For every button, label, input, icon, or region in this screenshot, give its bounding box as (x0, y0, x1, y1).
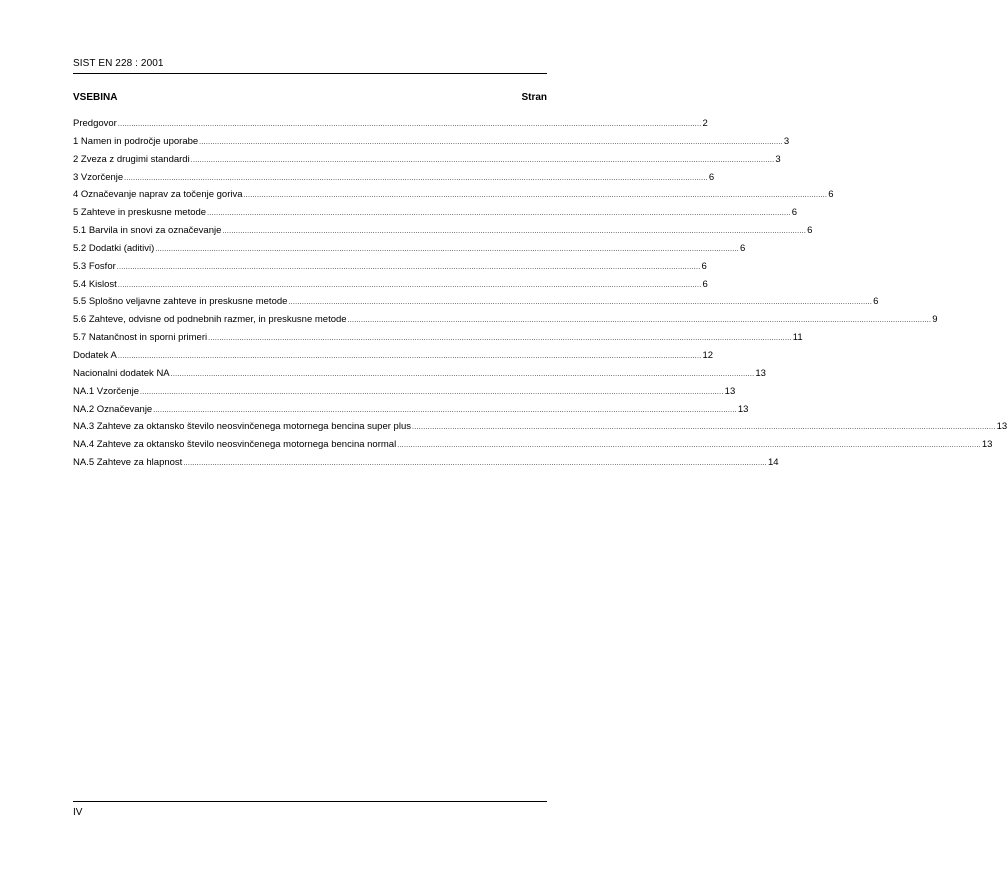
toc-entry-page: 13 (996, 421, 1007, 433)
dot-leader: .................................................................................................................................................................................................................................................................... (155, 245, 739, 253)
toc-entry[interactable] (73, 457, 779, 475)
toc-entry-page: 6 (873, 296, 879, 308)
toc-entry-page: 9 (932, 314, 938, 326)
dot-leader: .................................................................................................................................................................................................................................................................... (411, 424, 996, 432)
toc-entry[interactable] (73, 314, 938, 332)
toc-entry-page: 13 (724, 385, 736, 397)
page-number: IV (73, 807, 83, 818)
toc-entry-page: 14 (767, 457, 779, 469)
toc-entry-page: 6 (739, 242, 746, 254)
toc-entry[interactable] (73, 367, 766, 386)
toc-entry-page: 6 (791, 207, 798, 219)
toc-entry-title: NA.2 Označevanje (73, 403, 153, 415)
toc-entry-title: 5.6 Zahteve, odvisne od podnebnih razmer, in preskusne metode (73, 314, 347, 326)
toc-entry[interactable] (73, 332, 803, 350)
toc-entry[interactable] (73, 421, 1007, 439)
footer-divider (73, 801, 547, 802)
toc-entry[interactable] (73, 225, 813, 243)
toc-entry[interactable] (73, 242, 746, 261)
toc-entry-title: 1 Namen in področje uporabe (73, 135, 199, 147)
toc-entry-title: 5 Zahteve in preskusne metode (73, 207, 207, 219)
toc-entry-page: 2 (702, 118, 708, 129)
toc-entry[interactable] (73, 260, 707, 279)
dot-leader: .................................................................................................................................................................................................................................................................... (347, 317, 932, 325)
toc-entry-page: 6 (702, 278, 708, 290)
toc-entry-title: 5.3 Fosfor (73, 260, 116, 272)
toc-entry[interactable] (73, 349, 714, 368)
dot-leader: .................................................................................................................................................................................................................................................................... (288, 299, 873, 307)
toc-entry[interactable] (73, 439, 993, 457)
toc-entry-page: 11 (792, 332, 803, 344)
toc-list (73, 118, 1007, 475)
dot-leader: .................................................................................................................................................................................................................................................................... (153, 406, 737, 414)
toc-entry[interactable] (73, 135, 790, 154)
toc-entry-title: 5.4 Kislost (73, 278, 117, 290)
header-divider (73, 73, 547, 74)
dot-leader: .................................................................................................................................................................................................................................................................... (116, 263, 701, 271)
toc-title: VSEBINA (73, 92, 118, 103)
dot-leader: .................................................................................................................................................................................................................................................................... (243, 192, 828, 200)
toc-entry-title: 5.7 Natančnost in sporni primeri (73, 332, 208, 344)
dot-leader: .................................................................................................................................................................................................................................................................... (170, 370, 755, 378)
toc-entry[interactable] (73, 171, 715, 190)
dot-leader: .................................................................................................................................................................................................................................................................... (222, 228, 807, 236)
dot-leader: .................................................................................................................................................................................................................................................................... (117, 352, 702, 360)
dot-leader: .................................................................................................................................................................................................................................................................... (117, 121, 702, 128)
toc-entry-title: 5.2 Dodatki (aditivi) (73, 242, 155, 254)
toc-entry-title: 5.1 Barvila in snovi za označevanje (73, 225, 222, 237)
toc-entry-title: NA.5 Zahteve za hlapnost (73, 457, 183, 469)
toc-entry-page: 3 (775, 153, 781, 165)
toc-page-column-label: Stran (521, 92, 547, 103)
toc-entry-title: NA.3 Zahteve za oktansko število neosvinčenega motornega bencina super plus (73, 421, 411, 433)
toc-entry-title: Dodatek A (73, 349, 117, 361)
toc-entry-title: 3 Vzorčenje (73, 171, 124, 183)
toc-entry-title: NA.4 Zahteve za oktansko število neosvinčenega motornega bencina normal (73, 439, 397, 451)
toc-entry[interactable] (73, 153, 781, 172)
toc-entry[interactable] (73, 278, 708, 297)
toc-entry-page: 6 (828, 189, 834, 201)
dot-leader: .................................................................................................................................................................................................................................................................... (117, 281, 702, 289)
toc-entry-title: Predgovor (73, 118, 117, 129)
toc-entry-page: 12 (702, 349, 714, 361)
toc-entry-page: 13 (755, 367, 766, 379)
dot-leader: .................................................................................................................................................................................................................................................................... (397, 442, 981, 450)
toc-entry-title: Nacionalni dodatek NA (73, 367, 170, 379)
toc-entry-page: 13 (737, 403, 749, 415)
toc-entry[interactable] (73, 207, 798, 225)
toc-entry[interactable] (73, 296, 879, 314)
toc-entry-page: 6 (701, 260, 707, 272)
document-header: SIST EN 228 : 2001 (73, 58, 164, 69)
dot-leader: .................................................................................................................................................................................................................................................................... (124, 174, 708, 182)
toc-entry[interactable] (73, 189, 834, 207)
toc-entry-title: 2 Zveza z drugimi standardi (73, 153, 190, 165)
toc-entry-page: 6 (807, 225, 813, 237)
toc-heading-row (73, 92, 547, 103)
dot-leader: .................................................................................................................................................................................................................................................................... (140, 388, 724, 396)
dot-leader: .................................................................................................................................................................................................................................................................... (208, 335, 792, 343)
toc-entry[interactable] (73, 118, 708, 136)
toc-entry[interactable] (73, 403, 749, 422)
toc-entry-title: 5.5 Splošno veljavne zahteve in preskusne metode (73, 296, 288, 308)
toc-entry-title: NA.1 Vzorčenje (73, 385, 140, 397)
dot-leader: .................................................................................................................................................................................................................................................................... (207, 210, 791, 218)
dot-leader: .................................................................................................................................................................................................................................................................... (199, 138, 783, 146)
toc-entry-page: 3 (783, 135, 790, 147)
toc-entry-title: 4 Označevanje naprav za točenje goriva (73, 189, 243, 201)
toc-entry-page: 6 (708, 171, 715, 183)
toc-entry[interactable] (73, 385, 736, 404)
dot-leader: .................................................................................................................................................................................................................................................................... (183, 460, 767, 468)
dot-leader: .................................................................................................................................................................................................................................................................... (190, 156, 775, 164)
toc-entry-page: 13 (981, 439, 993, 451)
